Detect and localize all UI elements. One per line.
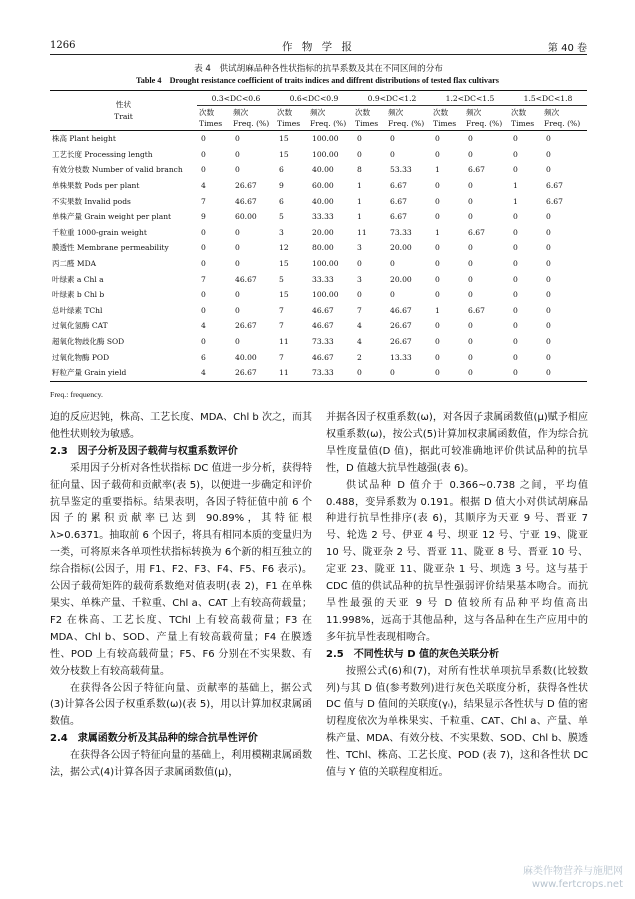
- trait-name-cn: 籽粒产量: [52, 368, 82, 378]
- freq-header-cn: 频次: [466, 108, 482, 117]
- table-row: [50, 240, 587, 256]
- trait-name-cn: 叶绿素: [52, 290, 75, 300]
- trait-cell: [50, 162, 197, 178]
- freq-header-en: Freq. (%): [544, 119, 581, 128]
- freq-cell: 0: [546, 352, 551, 362]
- times-cell: 1: [357, 212, 362, 222]
- times-cell: 0: [513, 212, 518, 222]
- times-cell: 0: [435, 134, 440, 144]
- paragraph: 在获得各公因子特征向量的基础上，利用模糊隶属函数法，据公式(4)计算各因子隶属函数值(μ)，: [50, 750, 312, 779]
- times-header-en: Times: [511, 119, 535, 128]
- trait-cell: [50, 193, 197, 209]
- times-cell: 0: [513, 274, 518, 284]
- trait-name-en: Invalid pods: [84, 196, 131, 206]
- times-cell: 11: [357, 227, 367, 237]
- trait-name-cn: 株高: [52, 134, 67, 144]
- trait-name-cn: 千粒重: [52, 227, 75, 237]
- times-cell: 0: [435, 290, 440, 300]
- times-cell: 5: [279, 212, 284, 222]
- times-cell: 3: [357, 243, 362, 253]
- trait-name-en: SOD: [106, 337, 125, 347]
- freq-cell: 0: [235, 243, 240, 253]
- freq-cell: 46.67: [235, 274, 257, 284]
- freq-cell: 0: [468, 149, 473, 159]
- freq-header: [386, 106, 431, 131]
- trait-cell: [50, 256, 197, 272]
- table-row: [50, 287, 587, 303]
- right-text-column: [326, 410, 588, 782]
- times-cell: 4: [201, 321, 206, 331]
- table-4: [50, 90, 587, 382]
- freq-cell: 0: [390, 259, 395, 269]
- table-row: [50, 131, 587, 147]
- trait-name-cn: 过氧化氢酶: [52, 321, 90, 331]
- freq-cell: 46.67: [312, 352, 334, 362]
- trait-cell: [50, 287, 197, 303]
- freq-header-en: Freq. (%): [466, 119, 503, 128]
- trait-name-en: Pods per plant: [84, 181, 140, 191]
- times-header-cn: 次数: [511, 108, 527, 117]
- times-cell: 4: [201, 181, 206, 191]
- freq-cell: 0: [468, 274, 473, 284]
- freq-cell: 26.67: [231, 365, 275, 381]
- watermark-line: 麻类作物营养与施肥网: [523, 866, 623, 877]
- freq-cell: 100.00: [312, 290, 339, 300]
- freq-cell: 20.00: [390, 243, 412, 253]
- trait-name-cn: 单株果数: [52, 181, 82, 191]
- times-cell: 11: [275, 365, 308, 381]
- journal-title: 作 物 学 报: [281, 41, 355, 53]
- times-cell: 0: [513, 165, 518, 175]
- trait-cell: [50, 178, 197, 194]
- times-cell: 0: [357, 290, 362, 300]
- times-cell: 0: [513, 352, 518, 362]
- times-cell: 0: [435, 259, 440, 269]
- times-header: [275, 106, 308, 131]
- times-cell: 2: [357, 352, 362, 362]
- times-cell: 7: [279, 352, 284, 362]
- freq-cell: 0: [464, 365, 509, 381]
- times-cell: 7: [357, 305, 362, 315]
- times-cell: 0: [201, 243, 206, 253]
- times-header: [509, 106, 542, 131]
- times-cell: 0: [201, 259, 206, 269]
- times-header-cn: 次数: [277, 108, 293, 117]
- volume-label: 第 40 卷: [547, 43, 587, 54]
- freq-cell: 46.67: [390, 305, 412, 315]
- freq-cell: 0: [468, 321, 473, 331]
- trait-cell: [50, 303, 197, 319]
- times-cell: 0: [513, 321, 518, 331]
- times-cell: 9: [279, 181, 284, 191]
- range-header: 0.3<DC<0.6: [197, 91, 275, 106]
- times-cell: 0: [201, 134, 206, 144]
- trait-name-en: Grain yield: [84, 368, 127, 378]
- trait-name-cn: 单株产量: [52, 212, 82, 222]
- freq-cell: 40.00: [312, 165, 334, 175]
- times-cell: 0: [357, 149, 362, 159]
- times-header-en: Times: [277, 119, 301, 128]
- freq-cell: 0: [390, 149, 395, 159]
- freq-cell: 53.33: [390, 165, 412, 175]
- times-cell: 5: [279, 274, 284, 284]
- table-row: [50, 303, 587, 319]
- times-header-en: Times: [199, 119, 223, 128]
- times-cell: 0: [435, 196, 440, 206]
- trait-name-cn: 丙二醛: [52, 259, 75, 269]
- watermark-line: www.fertcrops.net: [531, 879, 623, 890]
- times-cell: 1: [357, 181, 362, 191]
- times-cell: 4: [357, 321, 362, 331]
- freq-cell: 33.33: [312, 212, 334, 222]
- freq-cell: 46.67: [312, 305, 334, 315]
- trait-name-en: a Chl a: [76, 274, 104, 284]
- freq-cell: 73.33: [312, 337, 334, 347]
- freq-cell: 73.33: [308, 365, 353, 381]
- trait-name-en: TChl: [84, 305, 103, 315]
- table-row: [50, 349, 587, 365]
- times-cell: 0: [357, 259, 362, 269]
- freq-cell: 46.67: [312, 321, 334, 331]
- table-row: [50, 256, 587, 272]
- freq-cell: 6.67: [546, 196, 563, 206]
- table-row: [50, 365, 587, 381]
- table-row: [50, 318, 587, 334]
- trait-cell: [50, 131, 197, 147]
- times-cell: 1: [513, 196, 518, 206]
- freq-header: [464, 106, 509, 131]
- times-cell: 15: [279, 149, 289, 159]
- trait-header: [50, 91, 197, 131]
- times-cell: 0: [435, 212, 440, 222]
- times-cell: 0: [201, 337, 206, 347]
- times-header: [431, 106, 464, 131]
- page-number: 1266: [50, 40, 76, 51]
- times-header-cn: 次数: [199, 108, 215, 117]
- paragraph: 迫的反应迟钝，株高、工艺长度、MDA、Chl b 次之，而其他性状则较为敏感。: [50, 412, 312, 440]
- freq-cell: 6.67: [468, 305, 485, 315]
- freq-header: [308, 106, 353, 131]
- trait-name-cn: 有效分枝数: [52, 165, 90, 175]
- times-cell: 0: [435, 149, 440, 159]
- table-row: [50, 225, 587, 241]
- times-cell: 0: [435, 337, 440, 347]
- times-cell: 0: [509, 365, 542, 381]
- freq-cell: 20.00: [312, 227, 334, 237]
- trait-name-en: Number of valid branch: [91, 165, 183, 175]
- freq-cell: 0: [468, 196, 473, 206]
- freq-header: [231, 106, 275, 131]
- table-caption-en: Table 4 Drought resistance coefficient of traits indices and diffrent distributions of tested flax cultivars: [136, 76, 499, 85]
- freq-cell: 0: [235, 134, 240, 144]
- times-cell: 0: [435, 352, 440, 362]
- freq-cell: 100.00: [312, 259, 339, 269]
- trait-name-en: Membrane permeability: [76, 243, 169, 253]
- times-cell: 7: [201, 274, 206, 284]
- times-cell: 0: [513, 243, 518, 253]
- times-cell: 0: [201, 149, 206, 159]
- trait-cell: [50, 147, 197, 163]
- freq-cell: 26.67: [235, 321, 257, 331]
- times-cell: 1: [513, 181, 518, 191]
- freq-cell: 0: [546, 149, 551, 159]
- times-cell: 15: [279, 290, 289, 300]
- times-cell: 0: [201, 227, 206, 237]
- times-cell: 0: [513, 149, 518, 159]
- trait-name-cn: 膜透性: [52, 243, 75, 253]
- freq-cell: 0: [235, 149, 240, 159]
- trait-name-en: Grain weight per plant: [84, 212, 172, 222]
- trait-header-cn: 性状: [115, 99, 132, 109]
- times-cell: 0: [513, 337, 518, 347]
- freq-cell: 6.67: [390, 212, 407, 222]
- times-cell: 12: [279, 243, 289, 253]
- freq-header-en: Freq. (%): [233, 119, 270, 128]
- freq-cell: 0: [390, 290, 395, 300]
- trait-name-en: CAT: [91, 321, 108, 331]
- freq-cell: 0: [542, 365, 587, 381]
- trait-name-cn: 超氧化物歧化酶: [52, 337, 105, 347]
- times-header-en: Times: [433, 119, 457, 128]
- freq-cell: 60.00: [235, 212, 257, 222]
- paragraph: 按照公式(6)和(7)，对所有性状单项抗旱系数(比较数列)与其 D 值(参考数列)进行灰色关联度分析，获得各性状 DC 值与 D 值间的关联度(γᵢ)，结果显示各性状与 D 值的密切程度依次为单株果实、千粒重、CAT、Chl a、产量、单株产量、MDA、有效分枝、不实果数、SOD、Chl b、膜透性、TChl、株高、工艺长度、POD (表 7)，这和各性状 DC 值与 Y 值的关联程度相近。: [326, 665, 588, 779]
- times-cell: 7: [279, 305, 284, 315]
- paragraph: 并据各因子权重系数(ω)，对各因子隶属函数值(μ)赋予相应权重系数(ω)，按公式(5)计算加权隶属函数值，作为综合抗旱性度量值(D 值)，据此可较准确地评价供试品种的抗旱性，D 值越大抗旱性越强(表 6)。: [326, 412, 588, 474]
- paragraph: 采用因子分析对各性状指标 DC 值进一步分析，获得特征向量、因子载荷和贡献率(表 5)，以便进一步确定和评价抗旱鉴定的重要指标。结果表明，各因子特征值中前 6 个因子的累积贡献率已达到 90.89%，其特征根 λ>0.6371。抽取前 6 个因子，将具有相同本质的变量归为一类，可将原来各单项性状指标转换为 6个新的相互独立的综合指标(公因子，用 F1、F2、F3、F4、F5、F6 表示)。公因子载荷矩阵的载荷系数绝对值表明(表 2)，F1 在单株果实、单株产量、千粒重、Chl a、CAT 上有较高荷载量；F2 在株高、工艺长度、TChl 上有较高载荷量；F3 在 MDA、Chl b、SOD、产量上有较高载荷量；F4 在膜透性、POD 上有较高载荷量；F5、F6 分别在不实果数、有效分枝数上有较高载荷量。: [50, 462, 313, 677]
- trait-name-cn: 叶绿素: [52, 274, 75, 284]
- freq-cell: 0: [468, 290, 473, 300]
- times-cell: 0: [431, 365, 464, 381]
- freq-cell: 46.67: [235, 196, 257, 206]
- freq-cell: 20.00: [390, 274, 412, 284]
- freq-cell: 40.00: [235, 352, 257, 362]
- freq-cell: 100.00: [312, 149, 339, 159]
- freq-cell: 0: [235, 337, 240, 347]
- freq-cell: 26.67: [390, 321, 412, 331]
- times-cell: 3: [357, 274, 362, 284]
- trait-cell: [50, 225, 197, 241]
- freq-header-en: Freq. (%): [310, 119, 347, 128]
- paragraph: 在获得各公因子特征向量、贡献率的基础上，据公式(3)计算各公因子权重系数(ω)(表 5)，用以计算加权隶属函数值。: [50, 682, 312, 728]
- freq-cell: 0: [468, 181, 473, 191]
- trait-cell: [50, 334, 197, 350]
- times-cell: 7: [201, 196, 206, 206]
- section-heading: 2.4 隶属函数分析及其品种的综合抗旱性评价: [50, 733, 258, 745]
- freq-cell: 6.67: [390, 181, 407, 191]
- times-header-en: Times: [355, 119, 379, 128]
- freq-cell: 0: [468, 212, 473, 222]
- trait-name-cn: 总叶绿素: [52, 305, 82, 315]
- freq-cell: 6.67: [468, 165, 485, 175]
- times-cell: 0: [513, 305, 518, 315]
- times-cell: 0: [357, 134, 362, 144]
- freq-cell: 26.67: [235, 181, 257, 191]
- freq-cell: 80.00: [312, 243, 334, 253]
- times-cell: 6: [279, 196, 284, 206]
- times-cell: 0: [513, 290, 518, 300]
- freq-cell: 0: [468, 243, 473, 253]
- table-caption-cn: 表 4 供试胡麻品种各性状指标的抗旱系数及其在不同区间的分布: [194, 64, 443, 74]
- times-cell: 6: [201, 352, 206, 362]
- freq-cell: 0: [546, 321, 551, 331]
- freq-cell: 40.00: [312, 196, 334, 206]
- freq-cell: 73.33: [390, 227, 412, 237]
- trait-name-en: 1000-grain weight: [76, 227, 147, 237]
- freq-cell: 13.33: [390, 352, 412, 362]
- times-cell: 0: [201, 290, 206, 300]
- trait-name-en: MDA: [76, 259, 96, 269]
- freq-cell: 0: [546, 259, 551, 269]
- times-cell: 0: [201, 305, 206, 315]
- page-header: [50, 38, 587, 55]
- freq-cell: 0: [546, 274, 551, 284]
- freq-cell: 0: [235, 290, 240, 300]
- range-header: 1.2<DC<1.5: [431, 91, 509, 106]
- times-cell: 0: [435, 181, 440, 191]
- freq-header: [542, 106, 587, 131]
- trait-cell: [50, 240, 197, 256]
- freq-cell: 0: [546, 290, 551, 300]
- range-header: 0.9<DC<1.2: [353, 91, 431, 106]
- freq-header-cn: 频次: [388, 108, 404, 117]
- freq-cell: 26.67: [390, 337, 412, 347]
- freq-cell: 0: [546, 227, 551, 237]
- freq-cell: 6.67: [468, 227, 485, 237]
- freq-cell: 0: [546, 337, 551, 347]
- times-cell: 0: [435, 321, 440, 331]
- trait-name-en: POD: [91, 352, 110, 362]
- range-header: 0.6<DC<0.9: [275, 91, 353, 106]
- times-cell: 4: [197, 365, 231, 381]
- freq-cell: 60.00: [312, 181, 334, 191]
- table-row: [50, 162, 587, 178]
- times-header: [353, 106, 386, 131]
- freq-header-cn: 频次: [233, 108, 249, 117]
- times-cell: 0: [513, 259, 518, 269]
- freq-cell: 0: [235, 259, 240, 269]
- times-header-cn: 次数: [433, 108, 449, 117]
- times-cell: 6: [279, 165, 284, 175]
- table-row: [50, 209, 587, 225]
- times-cell: 1: [435, 305, 440, 315]
- trait-name-en: Processing length: [84, 149, 153, 159]
- times-cell: 0: [201, 165, 206, 175]
- trait-name-cn: 不实果数: [52, 196, 82, 206]
- table-row: [50, 334, 587, 350]
- times-cell: 1: [435, 227, 440, 237]
- times-cell: 15: [279, 259, 289, 269]
- section-heading: 2.3 因子分析及因子载荷与权重系数评价: [50, 445, 238, 457]
- freq-cell: 0: [468, 259, 473, 269]
- freq-cell: 0: [235, 165, 240, 175]
- freq-cell: 6.67: [390, 196, 407, 206]
- times-cell: 0: [513, 227, 518, 237]
- times-cell: 1: [435, 165, 440, 175]
- freq-cell: 0: [546, 305, 551, 315]
- trait-name-en: Plant height: [69, 134, 116, 144]
- freq-cell: 0: [546, 165, 551, 175]
- paragraph: 供试品种 D 值介于 0.366~0.738 之间，平均值 0.488，变异系数为 0.191。根据 D 值大小对供试胡麻品种进行抗旱性排序(表 6)，其顺序为天亚 9 号、晋亚 7 号、轮选 2 号、伊亚 4 号、坝亚 12 号、宁亚 19、陇亚 10 号、陇亚杂 2 号、晋亚 11、陇亚 8 号、晋亚 10 号、定亚 23、陇亚 11、陇亚杂 1 号、坝选 3 号。这与基于 CDC 值的供试品种的抗旱性强弱评价结果基本吻合。而抗旱性最强的天亚 9 号 D 值较所有品种平均值高出 11.998%，远高于其他品种，这与各品种在生产应用中的多年抗旱性表现相吻合。: [326, 479, 588, 643]
- trait-cell: [50, 271, 197, 287]
- trait-name-cn: 过氧化物酶: [52, 352, 90, 362]
- times-cell: 0: [513, 134, 518, 144]
- freq-cell: 0: [546, 212, 551, 222]
- freq-cell: 0: [235, 227, 240, 237]
- freq-header-cn: 频次: [310, 108, 326, 117]
- freq-cell: 0: [468, 337, 473, 347]
- section-heading: 2.5 不同性状与 D 值的灰色关联分析: [326, 648, 499, 660]
- table-footnote: Freq.: frequency.: [50, 390, 103, 399]
- times-cell: 11: [279, 337, 289, 347]
- trait-cell: [50, 318, 197, 334]
- table-row: [50, 147, 587, 163]
- freq-cell: 0: [235, 305, 240, 315]
- trait-cell: [50, 365, 197, 381]
- freq-cell: 0: [390, 134, 395, 144]
- table-row: [50, 193, 587, 209]
- table-row: [50, 271, 587, 287]
- trait-header-en: Trait: [114, 111, 133, 121]
- times-cell: 15: [279, 134, 289, 144]
- freq-cell: 100.00: [312, 134, 339, 144]
- trait-name-en: b Chl b: [76, 290, 105, 300]
- freq-cell: 0: [468, 134, 473, 144]
- trait-name-cn: 工艺长度: [52, 149, 82, 159]
- times-cell: 4: [357, 337, 362, 347]
- times-header-cn: 次数: [355, 108, 371, 117]
- table-row: [50, 178, 587, 194]
- times-cell: 0: [435, 243, 440, 253]
- freq-cell: 0: [546, 243, 551, 253]
- times-cell: 0: [435, 274, 440, 284]
- freq-header-en: Freq. (%): [388, 119, 425, 128]
- trait-cell: [50, 209, 197, 225]
- freq-cell: 0: [546, 134, 551, 144]
- freq-cell: 0: [386, 365, 431, 381]
- times-cell: 8: [357, 165, 362, 175]
- trait-cell: [50, 349, 197, 365]
- times-cell: 3: [279, 227, 284, 237]
- times-cell: 9: [201, 212, 206, 222]
- times-cell: 0: [353, 365, 386, 381]
- times-cell: 7: [279, 321, 284, 331]
- left-text-column: [50, 410, 312, 782]
- times-cell: 1: [357, 196, 362, 206]
- watermark: [523, 865, 623, 891]
- freq-cell: 33.33: [312, 274, 334, 284]
- freq-header-cn: 频次: [544, 108, 560, 117]
- freq-cell: 6.67: [546, 181, 563, 191]
- times-header: [197, 106, 231, 131]
- range-header: 1.5<DC<1.8: [509, 91, 587, 106]
- freq-cell: 0: [468, 352, 473, 362]
